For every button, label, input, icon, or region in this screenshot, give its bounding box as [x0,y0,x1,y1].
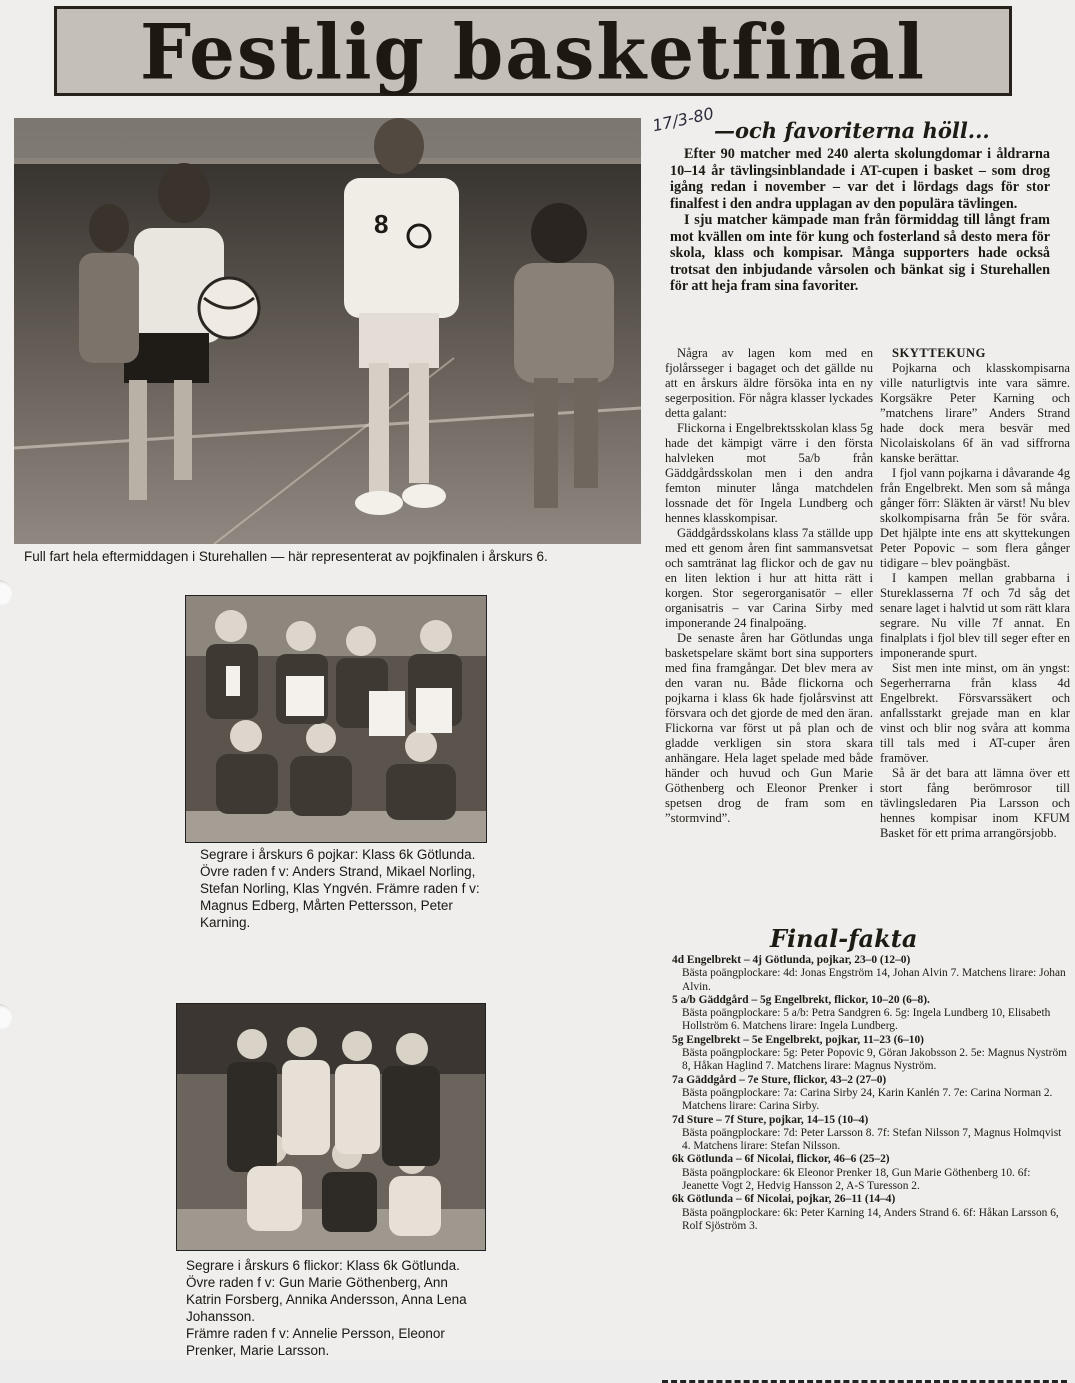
caption-line: Övre raden f v: Gun Marie Göthenberg, Ann Katrin Forsberg, Annika Andersson, Anna Lena Johansson. [186,1275,467,1324]
match-result: 7a Gäddgård – 7e Sture, flickor, 43–2 (27–0) [672,1073,887,1086]
match-detail: Bästa poängplockare: 7a: Carina Sirby 24, Karin Kanlén 7. 7e: Carina Norman 2. Matchens lirare: Carina Sirby. [682,1086,1053,1113]
body-paragraph: Pojkarna och klasskompisarna ville naturligtvis inte vara sämre. Korgsäkre Peter Karning och ”matchens lirare” Anders Strand hade dock mera besvär med Nicolaiskolans 6f än vad siffrorna kanske berättar. [880,361,1070,465]
match-detail: Bästa poängplockare: 6k: Peter Karning 14, Anders Strand 6. 6f: Håkan Larsson 6, Rolf Sjöström 3. [682,1206,1059,1232]
match-detail: Bästa poängplockare: 6k Eleonor Prenker 18, Gun Marie Göthenberg 10. 6f: Jeanette Vogt 2, Hedvig Hansson 2, A-S Turesson 2. [682,1166,1031,1193]
girls-team-caption [186,1257,486,1359]
match-detail: Bästa poängplockare: 7d: Peter Larsson 8. 7f: Stefan Nilsson 7, Magnus Holmqvist 4. Matchens lirare: Stefan Nilsson. [682,1126,1062,1153]
caption-line: Främre raden f v: Annelie Persson, Eleonor Prenker, Marie Larsson. [186,1326,445,1358]
headline: Festlig basketfinal [139,6,927,96]
article-column-left [665,346,873,826]
match-detail: Bästa poängplockare: 5 a/b: Petra Sandgren 6. 5g: Ingela Lundberg 10, Elisabeth Hollström 6. Matchens lirare: Ingela Lundberg. [682,1007,1051,1033]
body-paragraph: Några av lagen kom med en fjolårsseger i bagaget och det gällde nu att en årskurs äldre försöka inta en ny segerposition. För några klasser lyckades detta galant: [665,346,873,420]
match-result: 7d Sture – 7f Sture, pojkar, 14–15 (10–4) [672,1113,869,1126]
girls-team-photo-image [177,1004,486,1251]
game-photo [14,118,641,544]
punch-hole [0,580,12,606]
body-paragraph: I kampen mellan grabbarna i Stureklasserna 7f och 7d såg det senare laget i halvtid ut som rätt klara segrare. Nu ville 7f annat. En finalplats i fjol blev till seger efter en imponerande spurt. [880,571,1070,660]
match-result: 5 a/b Gäddgård – 5g Engelbrekt, flickor, 10–20 (6–8). [672,993,930,1006]
lead-paragraph: I sju matcher kämpade man från förmiddag till långt fram mot kvällen om inte för kung och fosterland så desto mera för skola, klass och kompisar. Många supporters hade också trotsat den inbjudande vårsolen och bänkat sig i Sturehallen för att heja fram sina favoriter. [670,212,1050,294]
boys-team-photo [185,595,487,843]
match-result: 6k Götlunda – 6f Nicolai, pojkar, 26–11 (14–4) [672,1193,896,1206]
lead-paragraph: Efter 90 matcher med 240 alerta skolungdomar i åldrarna 10–14 år tävlingsinblandade i AT-cupen i basket – som drog igång redan i november – var det i lördags dags för stor finalfest i den andra upplagan av den populära tävlingen. [670,146,1050,212]
handwritten-date: 17/3-80 [650,103,716,136]
final-fakta-list [672,954,1068,1233]
match-result: 5g Engelbrekt – 5e Engelbrekt, pojkar, 11–23 (6–10) [672,1033,924,1046]
caption-line: Segrare i årskurs 6 flickor: Klass 6k Götlunda. [186,1258,460,1273]
game-photo-caption: Full fart hela eftermiddagen i Sturehallen — här representerat av pojkfinalen i årskurs 6. [24,549,548,564]
match-detail: Bästa poängplockare: 4d: Jonas Engström 14, Johan Alvin 7. Matchens lirare: Johan Alvin. [682,967,1066,993]
body-paragraph: I fjol vann pojkarna i dåvarande 4g från Engelbrekt. Men som så många gånger förr: Släkten är värst! Nu blev skolkompisarna från 5e för svåra. Det hjälpte inte ens att skyttekungen Peter Popovic – som flera gånger tidigare – blev poängbäst. [880,466,1070,570]
body-paragraph: Sist men inte minst, om än yngst: Segerherrarna från klass 4d Engelbrekt. Försvarssäkert och anfallsstarkt grejade man en klar vinst och blir nog svåra att komma till tals med i AT-cuper åren framöver. [880,661,1070,765]
match-result: 6k Götlunda – 6f Nicolai, flickor, 46–6 (25–2) [672,1153,890,1166]
headline-banner [54,6,1012,96]
article-subhead: —och favoriterna höll... [714,118,990,143]
caption-line: Segrare i årskurs 6 pojkar: Klass 6k Götlunda. [200,847,476,862]
jersey-number: 8 [374,209,389,239]
body-paragraph: Gäddgårdsskolans klass 7a ställde upp med ett genom åren fint sammansvetsat och samtränat lag flickor och de gav nu en liten lektion i hur att hitta rätt i korgen. Stor segerorganisatör – eller organisatris – var Carina Sirby med imponerande 24 finalpoäng. [665,526,873,630]
section-heading: SKYTTEKUNG [892,346,986,360]
girls-team-photo [176,1003,486,1251]
boys-team-photo-image [186,596,487,843]
boys-team-caption [200,846,490,931]
punch-hole [0,1004,12,1030]
final-fakta-title: Final-fakta [770,924,918,953]
body-paragraph: Så är det bara att lämna över ett stort fång berömrosor till tävlingsledaren Pia Larsson och hennes kompisar inom KFUM Basket för ett prima arrangörsjobb. [880,766,1070,840]
article-lead [670,146,1050,295]
match-detail: Bästa poängplockare: 5g: Peter Popovic 9, Göran Jakobsson 2. 5e: Magnus Nyström 8, Håkan Haglind 7. Matchens lirare: Magnus Nyström. [682,1047,1068,1073]
body-paragraph: De senaste åren har Götlundas unga basketspelare skämt bort sina supporters med fina framgångar. Det blev mera av den varan nu. Både flickorna och pojkarna i klass 6k hade fjolårsvinst att försvara och det gjorde de med den äran. Flickorna var först ut på plan och de gladde verkligen sin stora skara anhängare. Hela laget spelade med både händer och huvud och Gun Marie Göthenberg och Eleonor Prenker i spetsen drog de fram som en ”stormvind”. [665,631,873,825]
article-column-right [880,346,1070,841]
game-photo-image [14,118,641,544]
match-result: 4d Engelbrekt – 4j Götlunda, pojkar, 23–0 (12–0) [672,954,911,966]
body-paragraph: Flickorna i Engelbrektsskolan klass 5g hade det kämpigt värre i den första halvleken mot 5a/b från Gäddgårdsskolan men i den andra femton minuter långa matchdelen lossnade det för Ingela Lundberg och hennes klasskompisar. [665,421,873,525]
caption-line: Övre raden f v: Anders Strand, Mikael Norling, Stefan Norling, Klas Yngvén. Främre raden f v: Magnus Edberg, Mårten Pettersson, Peter Karning. [200,864,480,930]
